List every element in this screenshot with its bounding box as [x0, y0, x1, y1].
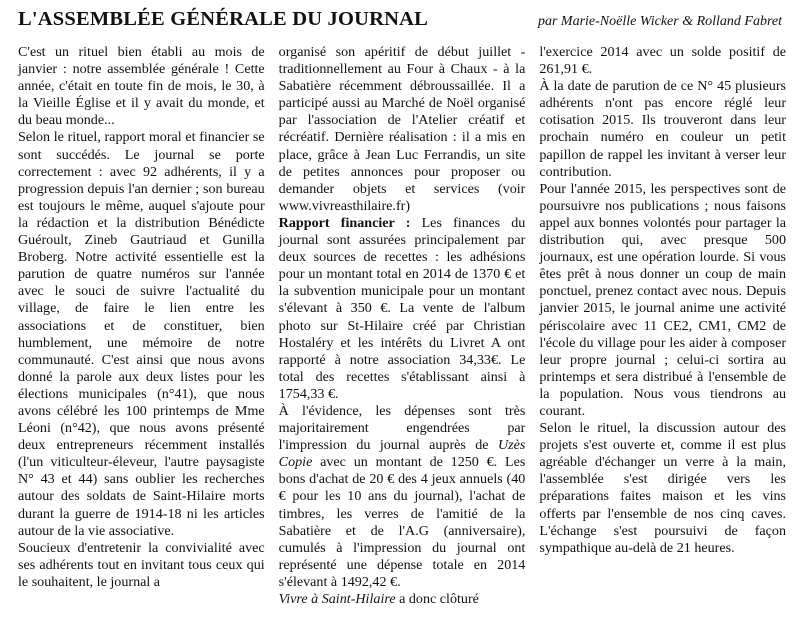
- text-run: À l'évidence, les dépenses sont très majoritairement engendrées par l'impression du journal auprès de: [278, 402, 526, 454]
- article-columns: [18, 44, 786, 608]
- paragraph: Pour l'année 2015, les perspectives sont de poursuivre nos publications ; nous faisons appel aux bonnes volontés pour partager la distribution qui, avec presque 500 journaux, est une opération lourde. Si vous êtes prêt à nous donner un coup de main ponctuel, prenez contact avec nous. Depuis janvier 2015, le journal anime une activité périscolaire avec 11 CE2, CM1, CM2 de l'école du village pour les aider à composer leur propre journal ; celui-ci sortira au printemps et sera distribué à l'ensemble de la population. Nous vous tiendrons au courant.: [539, 180, 787, 419]
- paragraph: C'est un rituel bien établi au mois de janvier : notre assemblée générale ! Cette année, c'était en toute fin de mois, le 30, à la Vieille Église et il y avait du monde, et du beau monde...: [18, 44, 265, 129]
- article-header: [18, 8, 786, 38]
- paragraph: [279, 591, 526, 608]
- paragraph: l'exercice 2014 avec un solde positif de 261,91 €.: [539, 44, 787, 78]
- paragraph: À la date de parution de ce N° 45 plusieurs adhérents n'ont pas encore réglé leur cotisation 2015. Ils trouveront dans leur prochain numéro en couleur un petit papillon de rappel les invitant à verser leur contribution.: [539, 78, 787, 180]
- paragraph: Selon le rituel, rapport moral et financier se sont succédés. Le journal se porte correctement : avec 92 adhérents, il y a progression depuis l'an dernier ; son bureau est toujours le même, auquel s'ajoute pour la rédaction et la distribution Bénédicte Guéroult, Zineb Gautriaud et Gunilla Broberg. Notre activité essentielle est la parution de quatre numéros sur l'année avec le souci de suivre l'actualité du village, de faire le lien entre les associations et de constituer, bien humblement, une mémoire de notre communauté. C'est ainsi que nous avons donné la parole aux deux listes pour les élections municipales (n°41), que nous avons célébré les 100 printemps de Mme Léoni (n°42), que nous avons présenté deux entrepreneurs récemment installés (l'un viticulteur-éleveur, l'autre paysagiste N° 43 et 44) sans oublier les recherches autour des soldats de Saint-Hilaire morts durant la guerre de 1914-18 ni les articles autour de la vie associative.: [18, 129, 265, 539]
- paragraph: [279, 403, 526, 591]
- paragraph: Selon le rituel, la discussion autour des projets s'est ouverte et, comme il est plus agréable d'échanger un verre à la main, l'assemblée s'est dirigée vers les préparations faites maison et les vins offerts par l'ensemble de nos cinq caves. L'échange s'est poursuivi de façon sympathique au-delà de 21 heures.: [539, 420, 787, 556]
- article-byline: par Marie-Noëlle Wicker & Rolland Fabret: [537, 14, 782, 29]
- financial-report-text: Les finances du journal sont assurées principalement par deux sources de recettes : les adhésions pour un montant total en 2014 de 1370 € et la subvention municipale pour un montant s'élevant à 350 €. La vente de l'album photo sur St-Hilaire créé par Christian Hostaléry et les intérêts du Livret A ont rapporté à notre association 34,33€. Le total des recettes s'établissant ainsi à 1754,33 €.: [278, 214, 526, 402]
- text-run: a donc clôturé: [395, 591, 479, 607]
- printer-name: Uzès Copie: [278, 437, 526, 471]
- paragraph: Soucieux d'entretenir la convivialité avec ses adhérents tout en invitant tous ceux qui le souhaitent, le journal a: [18, 539, 265, 590]
- column-1: [18, 44, 265, 608]
- column-2: [279, 44, 526, 608]
- text-run: avec un montant de 1250 €. Les bons d'achat de 20 € des 4 jeux annuels (40 € pour les 10 ans du journal), l'achat de timbres, les verres de l'amitié de la Sabatière et de l'A.G (anniversaire), cumulés à l'impression du journal ont représenté une dépense totale en 2014 s'élevant à 1492,42 €.: [278, 454, 526, 590]
- column-3: [539, 44, 786, 608]
- paragraph: organisé son apéritif de début juillet - traditionnellement au Four à Chaux - à la Sabatière récemment débroussaillée. Il a participé aussi au Marché de Noël organisé par l'association de l'Atelier créatif et récréatif. Dernière réalisation : il a mis en place, grâce à Jean Luc Ferrandis, un site de petites annonces pour proposer ou demander objets et services (voir www.vivreasthilaire.fr): [278, 44, 526, 214]
- article-title: L'ASSEMBLÉE GÉNÉRALE DU JOURNAL: [18, 8, 429, 30]
- financial-report-label: Rapport financier :: [278, 214, 411, 231]
- journal-name: Vivre à Saint-Hilaire: [278, 591, 396, 607]
- paragraph: [279, 215, 526, 403]
